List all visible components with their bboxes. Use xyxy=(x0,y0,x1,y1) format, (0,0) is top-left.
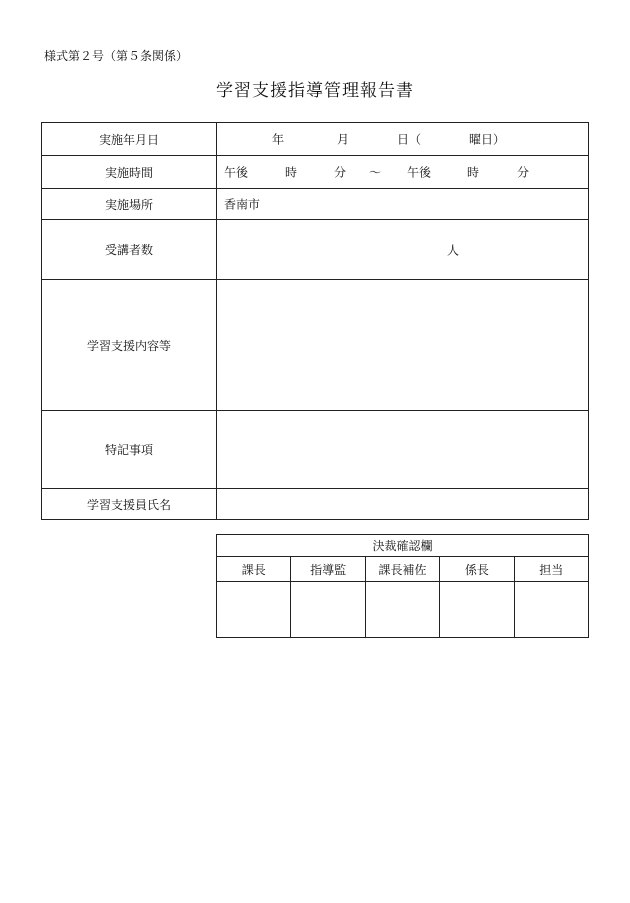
place-row xyxy=(42,189,589,220)
time-row xyxy=(42,156,589,189)
seal-box-subsection-chief[interactable] xyxy=(440,582,514,638)
attendees-field[interactable] xyxy=(217,220,589,280)
notes-field[interactable] xyxy=(217,411,589,489)
day-label: 日（ xyxy=(397,132,422,147)
approval-col-staff: 担当 xyxy=(514,557,588,582)
place-label: 実施場所 xyxy=(42,189,217,220)
time-label: 実施時間 xyxy=(42,156,217,189)
notes-row xyxy=(42,411,589,489)
seal-box-section-chief[interactable] xyxy=(217,582,291,638)
minute-end-label: 分 xyxy=(517,165,530,180)
content-row xyxy=(42,280,589,411)
time-field[interactable] xyxy=(217,156,589,189)
approval-title: 決裁確認欄 xyxy=(217,535,589,557)
seal-box-director[interactable] xyxy=(291,582,365,638)
hour-end-label: 時 xyxy=(467,165,480,180)
content-field[interactable] xyxy=(217,280,589,411)
supporter-label: 学習支援員氏名 xyxy=(42,489,217,520)
form-number: 様式第２号（第５条関係） xyxy=(44,49,189,63)
approval-col-section-chief: 課長 xyxy=(217,557,291,582)
approval-col-subsection-chief: 係長 xyxy=(440,557,514,582)
year-label: 年 xyxy=(272,132,285,147)
supporter-field[interactable] xyxy=(217,489,589,520)
date-row xyxy=(42,123,589,156)
approval-table xyxy=(216,534,589,638)
pm-start-label: 午後 xyxy=(224,165,249,180)
minute-start-label: 分 xyxy=(334,165,347,180)
content-label: 学習支援内容等 xyxy=(42,280,217,411)
approval-col-deputy-chief: 課長補佐 xyxy=(365,557,439,582)
attendees-unit: 人 xyxy=(447,243,460,257)
date-label: 実施年月日 xyxy=(42,123,217,156)
place-field[interactable] xyxy=(217,189,589,220)
approval-col-director: 指導監 xyxy=(291,557,365,582)
pm-end-label: 午後 xyxy=(407,165,432,180)
document-title: 学習支援指導管理報告書 xyxy=(216,81,414,101)
weekday-label: 曜日） xyxy=(469,132,506,147)
seal-box-deputy-chief[interactable] xyxy=(365,582,439,638)
report-table xyxy=(41,122,589,520)
place-value: 香南市 xyxy=(224,197,261,212)
hour-start-label: 時 xyxy=(285,165,298,180)
tilde-separator: ～ xyxy=(369,165,382,180)
seal-box-staff[interactable] xyxy=(514,582,588,638)
attendees-row xyxy=(42,220,589,280)
attendees-label: 受講者数 xyxy=(42,220,217,280)
date-field[interactable] xyxy=(217,123,589,156)
notes-label: 特記事項 xyxy=(42,411,217,489)
supporter-row xyxy=(42,489,589,520)
month-label: 月 xyxy=(337,132,350,147)
